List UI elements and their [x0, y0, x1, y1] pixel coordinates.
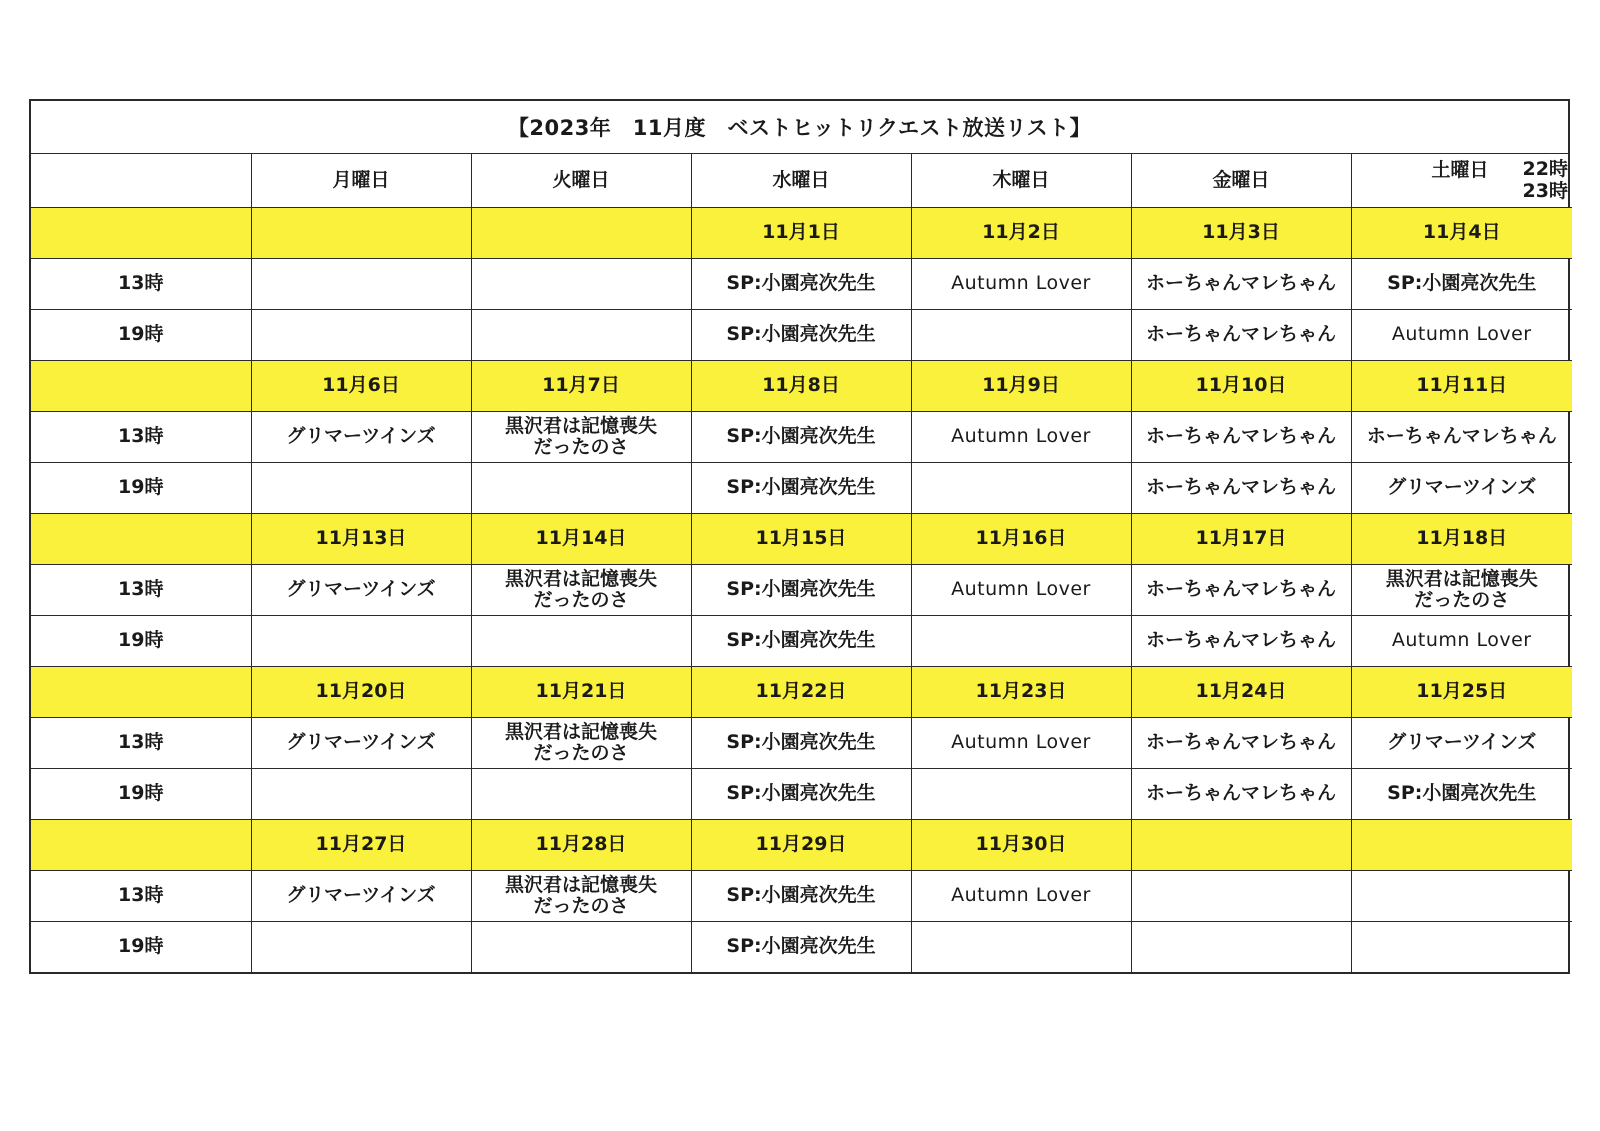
- date-cell-thursday: 11月16日: [911, 513, 1131, 564]
- program-cell-thursday: [911, 462, 1131, 513]
- program-cell-friday: ホーちゃんマレちゃん: [1131, 564, 1351, 615]
- program-cell-tuesday: 黒沢君は記憶喪失 だったのさ: [471, 717, 691, 768]
- date-cell-wednesday: 11月8日: [691, 360, 911, 411]
- program-cell-friday: ホーちゃんマレちゃん: [1131, 258, 1351, 309]
- time-slot-row: [31, 258, 1572, 309]
- time-slot-label: 13時: [31, 717, 251, 768]
- program-cell-saturday: グリマーツインズ: [1351, 717, 1572, 768]
- program-cell-wednesday: SP:小園亮次先生: [691, 615, 911, 666]
- program-cell-wednesday: SP:小園亮次先生: [691, 411, 911, 462]
- program-cell-wednesday: SP:小園亮次先生: [691, 870, 911, 921]
- program-cell-tuesday: [471, 768, 691, 819]
- program-cell-wednesday: SP:小園亮次先生: [691, 768, 911, 819]
- date-cell-friday: 11月24日: [1131, 666, 1351, 717]
- saturday-label: 土曜日: [1431, 159, 1489, 181]
- date-cell-tuesday: 11月21日: [471, 666, 691, 717]
- program-cell-saturday: Autumn Lover: [1351, 615, 1572, 666]
- saturday-times: [1523, 158, 1568, 202]
- program-cell-wednesday: SP:小園亮次先生: [691, 258, 911, 309]
- program-cell-saturday: [1351, 870, 1572, 921]
- date-cell-saturday: 11月25日: [1351, 666, 1572, 717]
- program-cell-saturday: Autumn Lover: [1351, 309, 1572, 360]
- program-cell-tuesday: [471, 309, 691, 360]
- time-slot-row: [31, 462, 1572, 513]
- time-slot-row: [31, 309, 1572, 360]
- program-cell-wednesday: SP:小園亮次先生: [691, 717, 911, 768]
- date-cell-tuesday: 11月14日: [471, 513, 691, 564]
- program-cell-friday: [1131, 921, 1351, 972]
- date-row-label: [31, 207, 251, 258]
- program-cell-friday: ホーちゃんマレちゃん: [1131, 615, 1351, 666]
- header-friday: 金曜日: [1131, 154, 1351, 207]
- time-slot-label: 13時: [31, 411, 251, 462]
- time-slot-row: [31, 411, 1572, 462]
- saturday-time-22: 22時: [1522, 158, 1568, 180]
- date-cell-saturday: 11月18日: [1351, 513, 1572, 564]
- program-cell-monday: [251, 462, 471, 513]
- weekday-header-row: [31, 154, 1572, 207]
- date-row: [31, 360, 1572, 411]
- program-cell-monday: [251, 258, 471, 309]
- date-cell-friday: 11月3日: [1131, 207, 1351, 258]
- header-wednesday: 水曜日: [691, 154, 911, 207]
- date-cell-monday: 11月6日: [251, 360, 471, 411]
- header-corner: [31, 154, 251, 207]
- time-slot-label: 19時: [31, 768, 251, 819]
- header-saturday: [1351, 154, 1572, 207]
- program-cell-tuesday: [471, 921, 691, 972]
- time-slot-row: [31, 717, 1572, 768]
- program-cell-saturday: [1351, 921, 1572, 972]
- program-cell-tuesday: [471, 462, 691, 513]
- date-cell-friday: 11月17日: [1131, 513, 1351, 564]
- date-cell-thursday: 11月23日: [911, 666, 1131, 717]
- program-cell-monday: [251, 615, 471, 666]
- header-thursday: 木曜日: [911, 154, 1131, 207]
- time-slot-row: [31, 564, 1572, 615]
- date-cell-tuesday: 11月7日: [471, 360, 691, 411]
- page-title: 【2023年 11月度 ベストヒットリクエスト放送リスト】: [31, 101, 1568, 154]
- program-cell-saturday: SP:小園亮次先生: [1351, 258, 1572, 309]
- program-cell-wednesday: SP:小園亮次先生: [691, 921, 911, 972]
- time-slot-row: [31, 870, 1572, 921]
- program-cell-saturday: ホーちゃんマレちゃん: [1351, 411, 1572, 462]
- schedule-table: [31, 154, 1572, 972]
- time-slot-label: 19時: [31, 921, 251, 972]
- program-cell-thursday: [911, 309, 1131, 360]
- date-cell-friday: 11月10日: [1131, 360, 1351, 411]
- date-row: [31, 819, 1572, 870]
- program-cell-tuesday: [471, 615, 691, 666]
- program-cell-friday: [1131, 870, 1351, 921]
- program-cell-monday: グリマーツインズ: [251, 564, 471, 615]
- program-cell-monday: グリマーツインズ: [251, 717, 471, 768]
- date-cell-monday: 11月13日: [251, 513, 471, 564]
- program-cell-thursday: [911, 921, 1131, 972]
- program-cell-saturday: グリマーツインズ: [1351, 462, 1572, 513]
- program-cell-tuesday: [471, 258, 691, 309]
- date-cell-wednesday: 11月1日: [691, 207, 911, 258]
- program-cell-thursday: Autumn Lover: [911, 870, 1131, 921]
- program-cell-monday: [251, 768, 471, 819]
- time-slot-label: 19時: [31, 615, 251, 666]
- date-row-label: [31, 666, 251, 717]
- header-tuesday: 火曜日: [471, 154, 691, 207]
- date-row: [31, 513, 1572, 564]
- program-cell-thursday: [911, 768, 1131, 819]
- date-cell-saturday: 11月4日: [1351, 207, 1572, 258]
- time-slot-row: [31, 921, 1572, 972]
- date-row-label: [31, 513, 251, 564]
- program-cell-wednesday: SP:小園亮次先生: [691, 462, 911, 513]
- date-cell-monday: [251, 207, 471, 258]
- date-cell-friday: [1131, 819, 1351, 870]
- program-cell-monday: [251, 309, 471, 360]
- program-cell-thursday: Autumn Lover: [911, 564, 1131, 615]
- program-cell-friday: ホーちゃんマレちゃん: [1131, 309, 1351, 360]
- date-cell-monday: 11月27日: [251, 819, 471, 870]
- schedule-sheet: [29, 99, 1570, 974]
- date-row: [31, 666, 1572, 717]
- time-slot-label: 19時: [31, 309, 251, 360]
- time-slot-label: 13時: [31, 870, 251, 921]
- program-cell-friday: ホーちゃんマレちゃん: [1131, 411, 1351, 462]
- time-slot-label: 19時: [31, 462, 251, 513]
- program-cell-wednesday: SP:小園亮次先生: [691, 564, 911, 615]
- date-row-label: [31, 819, 251, 870]
- date-cell-wednesday: 11月29日: [691, 819, 911, 870]
- date-cell-tuesday: [471, 207, 691, 258]
- program-cell-thursday: Autumn Lover: [911, 411, 1131, 462]
- date-cell-wednesday: 11月15日: [691, 513, 911, 564]
- date-cell-thursday: 11月2日: [911, 207, 1131, 258]
- time-slot-row: [31, 768, 1572, 819]
- saturday-time-23: 23時: [1522, 180, 1568, 202]
- program-cell-thursday: [911, 615, 1131, 666]
- time-slot-label: 13時: [31, 258, 251, 309]
- date-cell-wednesday: 11月22日: [691, 666, 911, 717]
- program-cell-monday: [251, 921, 471, 972]
- program-cell-tuesday: 黒沢君は記憶喪失 だったのさ: [471, 411, 691, 462]
- header-monday: 月曜日: [251, 154, 471, 207]
- date-cell-saturday: [1351, 819, 1572, 870]
- program-cell-saturday: SP:小園亮次先生: [1351, 768, 1572, 819]
- program-cell-thursday: Autumn Lover: [911, 258, 1131, 309]
- program-cell-friday: ホーちゃんマレちゃん: [1131, 462, 1351, 513]
- date-row: [31, 207, 1572, 258]
- program-cell-saturday: 黒沢君は記憶喪失 だったのさ: [1351, 564, 1572, 615]
- program-cell-tuesday: 黒沢君は記憶喪失 だったのさ: [471, 870, 691, 921]
- date-cell-saturday: 11月11日: [1351, 360, 1572, 411]
- date-row-label: [31, 360, 251, 411]
- date-cell-monday: 11月20日: [251, 666, 471, 717]
- program-cell-monday: グリマーツインズ: [251, 411, 471, 462]
- program-cell-thursday: Autumn Lover: [911, 717, 1131, 768]
- program-cell-tuesday: 黒沢君は記憶喪失 だったのさ: [471, 564, 691, 615]
- date-cell-tuesday: 11月28日: [471, 819, 691, 870]
- time-slot-row: [31, 615, 1572, 666]
- program-cell-monday: グリマーツインズ: [251, 870, 471, 921]
- date-cell-thursday: 11月30日: [911, 819, 1131, 870]
- date-cell-thursday: 11月9日: [911, 360, 1131, 411]
- program-cell-friday: ホーちゃんマレちゃん: [1131, 768, 1351, 819]
- program-cell-wednesday: SP:小園亮次先生: [691, 309, 911, 360]
- program-cell-friday: ホーちゃんマレちゃん: [1131, 717, 1351, 768]
- time-slot-label: 13時: [31, 564, 251, 615]
